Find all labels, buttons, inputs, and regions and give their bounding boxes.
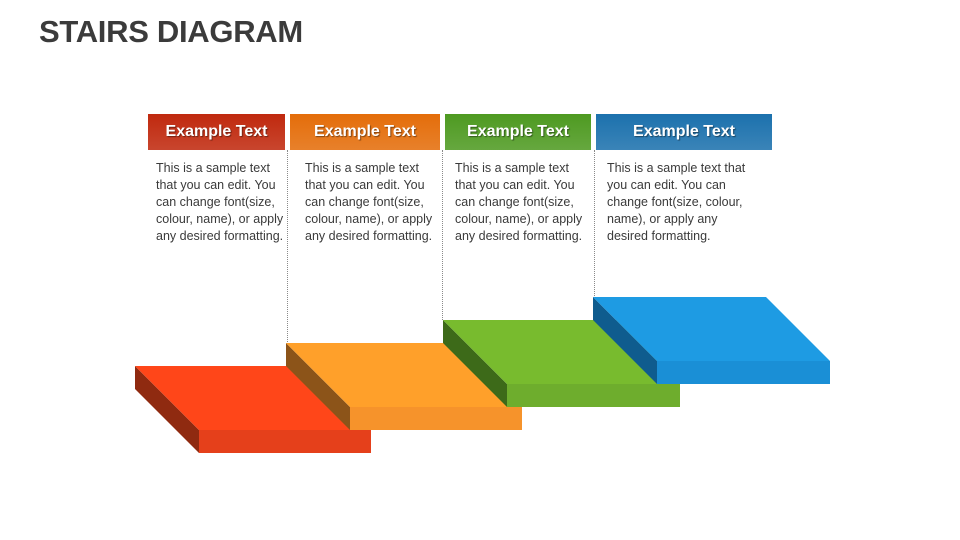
step-2-heading: Example Text	[290, 114, 440, 150]
step-3-text: This is a sample text that you can edit. You can change font(size, colour, name), or apply any desired formatting.	[455, 161, 583, 243]
step-1-heading: Example Text	[148, 114, 285, 150]
step-1-text: This is a sample text that you can edit. You can change font(size, colour, name), or apply any desired formatting.	[156, 161, 284, 243]
slide-title: STAIRS DIAGRAM	[39, 14, 303, 49]
step-4-heading: Example Text	[596, 114, 772, 150]
stair-step-4-front	[657, 361, 830, 384]
stair-step-1-front	[199, 430, 371, 453]
step-3-heading: Example Text	[445, 114, 591, 150]
stair-step-3-front	[507, 384, 680, 407]
step-2-text: This is a sample text that you can edit. You can change font(size, colour, name), or apply any desired formatting.	[305, 161, 433, 243]
stair-step-2-front	[350, 407, 522, 430]
step-4-text: This is a sample text that you can edit. You can change font(size, colour, name), or apply any desired formatting.	[607, 161, 746, 243]
